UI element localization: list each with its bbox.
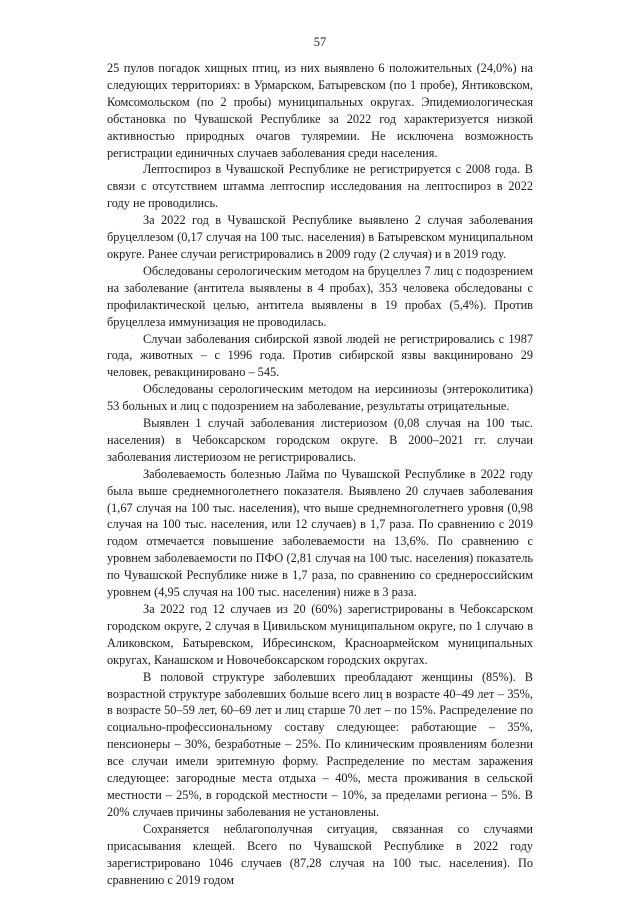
paragraph-lyme-geography: За 2022 год 12 случаев из 20 (60%) зарегистрированы в Чебоксарском городском округе, 2 случая в Цивильском муниципальном округе, по 1 случаю в Аликовском, Батыревском, Ибресинском, Красноармейском муниципальных округах, Канашском и Новочебоксарском городских округах. [107, 602, 533, 667]
paragraph-listeriosis: Выявлен 1 случай заболевания листериозом (0,08 случая на 100 тыс. населения) в Чебоксарском городском округе. В 2000–2021 гг. случаи заболевания листериозом не регистрировались. [107, 416, 533, 464]
paragraph-yersiniosis: Обследованы серологическим методом на иерсиниозы (энтероколитика) 53 больных и лиц с подозрением на заболевание, результаты отрицательные. [107, 382, 533, 414]
paragraph-tularemia-continued: 25 пулов погадок хищных птиц, из них выявлено 6 положительных (24,0%) на следующих территориях: в Урмарском, Батыревском (по 1 пробе), Янтиковском, Комсомольском (по 2 пробы) муниципальных округах. Эпидемиологическая обстановка по Чувашской Республике за 2022 год характеризуется низкой активностью природных очагов туляремии. Не исключена возможность регистрации единичных случаев заболевания среди населения. [107, 61, 533, 160]
paragraph-lyme-structure: В половой структуре заболевших преобладают женщины (85%). В возрастной структуре заболевших больше всего лиц в возрасте 40–49 лет – 35%, в возрасте 50–59 лет, 60–69 лет и лиц старше 70 лет – по 15%. Распределение по социально-профессиональному составу следующее: работающие – 35%, пенсионеры – 30%, безработные – 25%. По клиническим проявлениям болезни все случаи имели эритемную форму. Распределение по местам заражения следующее: загородные места отдыха – 40%, места проживания в сельской местности – 25%, в городской местности – 10%, за пределами региона – 5%. В 20% случаев причины заболевания не установлены. [107, 669, 533, 819]
paragraph-tick-bites: Сохраняется неблагополучная ситуация, связанная со случаями присасывания клещей. Всего по Чувашской Республике в 2022 году зарегистрировано 1046 случаев (87,28 случая на 100 тыс. населения). По сравнению с 2019 годом [107, 821, 533, 887]
paragraph-brucellosis-cases: За 2022 год в Чувашской Республике выявлено 2 случая заболевания бруцеллезом (0,17 случая на 100 тыс. населения) в Батыревском муниципальном округе. Ранее случаи регистрировались в 2009 году (2 случая) и в 2019 году. [107, 213, 533, 261]
paragraph-anthrax: Случаи заболевания сибирской язвой людей не регистрировались с 1987 года, животных – с 1996 года. Против сибирской язвы вакцинировано 29 человек, ревакцинировано – 545. [107, 331, 533, 380]
paragraph-leptospirosis: Лептоспироз в Чувашской Республике не регистрируется с 2008 года. В связи с отсутствием штамма лептоспир исследования на лептоспироз в 2022 году не проводились. [107, 162, 533, 211]
page-number: 57 [313, 35, 327, 49]
paragraph-lyme-incidence: Заболеваемость болезнью Лайма по Чувашской Республике в 2022 году была выше среднемноголетнего показателя. Выявлено 20 случаев заболевания (1,67 случая на 100 тыс. населения), что выше среднемноголетнего уровня (0,98 случая на 100 тыс. населения, или 12 случаев) в 1,7 раза. По сравнению с 2019 годом отмечается повышение заболеваемости на 13,6%. По сравнению с уровнем заболеваемости по ПФО (2,81 случая на 100 тыс. населения) показатель по Чувашской Республике ниже в 1,7 раза, по сравнению со среднероссийским уровнем (4,95 случая на 100 тыс. населения) ниже в 3 раза. [107, 466, 533, 600]
paragraph-brucellosis-testing: Обследованы серологическим методом на бруцеллез 7 лиц с подозрением на заболевание (антитела выявлены в 4 пробах), 353 человека обследованы с профилактической целью, антитела выявлены в 19 пробах (5,4%). Против бруцеллеза иммунизация не проводилась. [107, 263, 533, 329]
document-body [107, 60, 533, 888]
